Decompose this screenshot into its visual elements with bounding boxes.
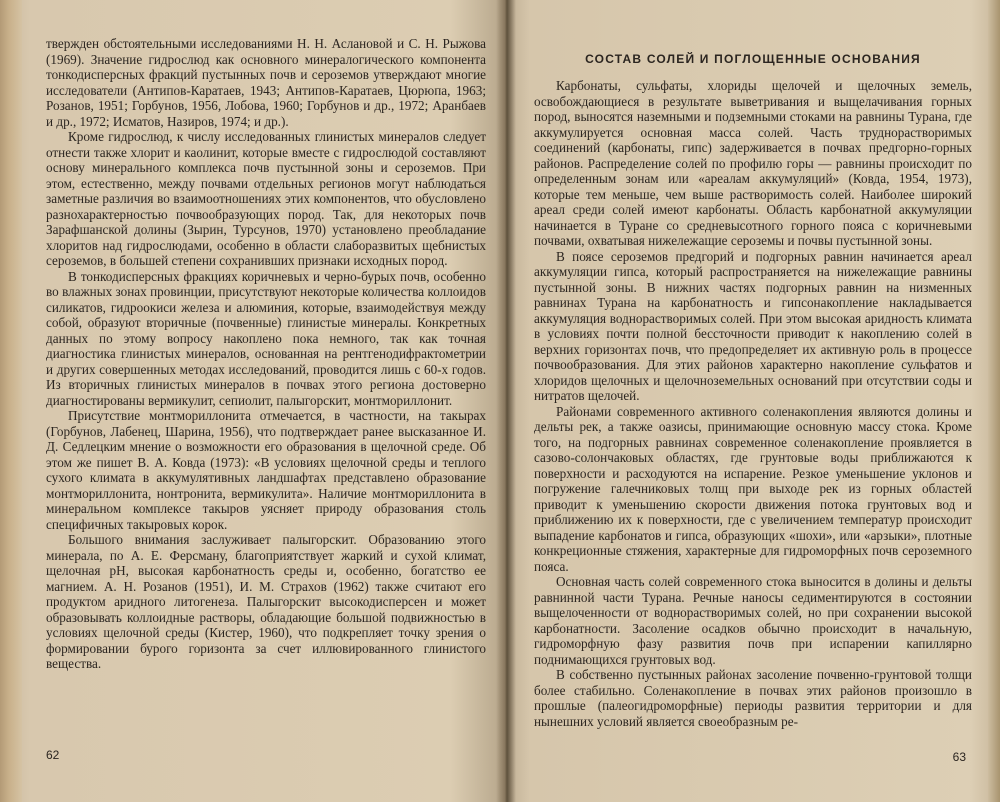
page-edge-right [988, 0, 1000, 802]
right-paragraph-3: Районами современного активного соленакопления являются долины и дельты рек, а также оазисы, принимающие основную массу стока. Кроме того, на подгорных равнинах современное соленакопление проявляется в сазово-солончаковых областях, где грунтовые воды приближаются к поверхности и расходуются на испарение. Резкое уменьшение уклонов и погружение галечниковых толщ при выходе рек из горных областей приводит к уменьшению скорости движения потока грунтовых вод и приближению их к поверхности, где с увеличением температур происходит выпадение карбонатов и гипса, образующих «шохи», или «арзыки», плотные конкреционные стяжения, характерные для гидроморфных почв сероземного пояса. [534, 403, 972, 574]
right-paragraph-1: Карбонаты, сульфаты, хлориды щелочей и щелочных земель, освобождающиеся в результате выветривания и выщелачивания горных пород, выносятся наземными и подземными стоками на равнины Турана, где аккумулируется основная масса солей. Часть труднорастворимых соединений (карбонаты, гипс) задерживается в почвах предгорно-горных районов. Распределение солей по профилю горы — равнины происходит по определенным зонам или «ареалам аккумуляций» (Ковда, 1954, 1973), которые тем меньше, чем выше растворимость солей. Наиболее широкий ареал среди солей имеют карбонаты. Область карбонатной аккумуляции начинается в Туране со средневысотного горного пояса с коричневыми почвами, охватывая нижележащие сероземы и почвы пустынной зоны. [534, 78, 972, 248]
left-page [22, 0, 500, 802]
section-heading: СОСТАВ СОЛЕЙ И ПОГЛОЩЕННЫЕ ОСНОВАНИЯ [585, 52, 921, 66]
right-page-text [534, 78, 972, 729]
right-paragraph-2: В поясе сероземов предгорий и подгорных равнин начинается ареал аккумуляции гипса, который распространяется на нижележащие равнины пустынной зоны. В нижних частях подгорных равнин на низменных равнинах Турана на карбонатность и гипсонакопление накладывается аккумуляция воднорастворимых солей. При этом высокая аридность климата в условиях почти полной бессточности приводит к накоплению солей в верхних горизонтах почв, что предопределяет их активную роль в процессе почвообразования. Для этих районов характерно накопление сульфатов и хлоридов щелочных и щелочноземельных оснований при отсутствии соды и нитратов щелочей. [534, 248, 972, 403]
right-page [514, 0, 988, 802]
book-gutter [496, 0, 516, 802]
right-paragraph-4: Основная часть солей современного стока выносится в долины и дельты равнинной части Турана. Речные наносы седиментируются в состоянии выщелоченности от воднорастворимых солей, но при сохранении высокой карбонатности. Засоление осадков обычно происходит в начальную, гидроморфную фазу развития почв при испарении капиллярно поднимающихся грунтовых вод. [534, 574, 972, 667]
left-page-text [46, 36, 486, 672]
left-paragraph-2: Кроме гидрослюд, к числу исследованных глинистых минералов следует отнести также хлорит и каолинит, которые вместе с гидрослюдой составляют основу минерального комплекса почв пустынной зоны и сероземов. При этом, естественно, между почвами отдельных регионов могут наблюдаться заметные различия во взаимоотношениях этих компонентов, что обусловлено разнохарактерностью почвообразующих пород. Так, для некоторых почв Зарафшанской долины (Зырин, Турсунов, 1970) установлено преобладание хлоритов над гидрослюдами, особенно в области слаборазвитых щебнистых сероземов, в большей степени сохранивших признаки исходных пород. [46, 129, 486, 268]
left-paragraph-1: твержден обстоятельными исследованиями Н. Н. Аслановой и С. Н. Рыжова (1969). Значение гидрослюд как основного минералогического компонента тонкодисперсных фракций пустынных почв и сероземов утверждают многие исследователи (Антипов-Каратаев, 1943; Антипов-Каратаев, Цюрюпа, 1963; Розанов, 1951; Горбунов, 1956, Лобова, 1960; Горбунов и др., 1972; Аранбаев и др., 1972; Исматов, Назиров, 1974; и др.). [46, 36, 486, 129]
left-paragraph-5: Большого внимания заслуживает палыгорскит. Образованию этого минерала, по А. Е. Ферсману, благоприятствует жаркий и сухой климат, щелочная рН, высокая карбонатность среды и, особенно, богатство ее магнием. А. Н. Розанов (1951), И. М. Страхов (1962) также считают его продуктом аридного литогенеза. Палыгорскит высокодисперсен и может образовывать коллоидные растворы, обладающие большой подвижностью в условиях щелочной среды (Кистер, 1960), что подкрепляет точку зрения о формировании бурого горизонта за счет иллювированного глинистого вещества. [46, 532, 486, 671]
page-number-left: 62 [46, 748, 60, 762]
page-edge-left [0, 0, 22, 802]
page-number-right: 63 [952, 750, 966, 764]
right-paragraph-5: В собственно пустынных районах засоление почвенно-грунтовой толщи более стабильно. Соленакопление в почвах этих районов произошло в прошлые (палеогидроморфные) периоды развития территории и для нынешних условий является своеобразным ре- [534, 667, 972, 729]
left-paragraph-4: Присутствие монтмориллонита отмечается, в частности, на такырах (Горбунов, Лабенец, Шарина, 1956), что подтверждает ранее высказанное И. Д. Седлецким мнение о возможности его образования в щелочной среде. Об этом же пишет В. А. Ковда (1973): «В условиях щелочной среды и теплого сухого климата в аккумулятивных ландшафтах представлено образование монтмориллонита, нонтронита, вермикулита». Наличие монтмориллонита в минеральном комплексе такыров уясняет природу образования столь специфичных такыровых корок. [46, 408, 486, 532]
left-paragraph-3: В тонкодисперсных фракциях коричневых и черно-бурых почв, особенно во влажных зонах провинции, присутствуют некоторые количества коллоидов силикатов, гидроокиси железа и алюминия, которые, взаимодействуя между собой, образуют вторичные (почвенные) глинистые минералы. Конкретных данных по этому вопросу накоплено пока немного, так как точная диагностика глинистых минералов, основанная на рентгенодифрактометрии и других совершенных методах исследований, проводится лишь с 60-х годов. Из вторичных глинистых минералов в почвах этого региона достоверно диагностированы вермикулит, сепиолит, палыгорскит, монтмориллонит. [46, 268, 486, 408]
